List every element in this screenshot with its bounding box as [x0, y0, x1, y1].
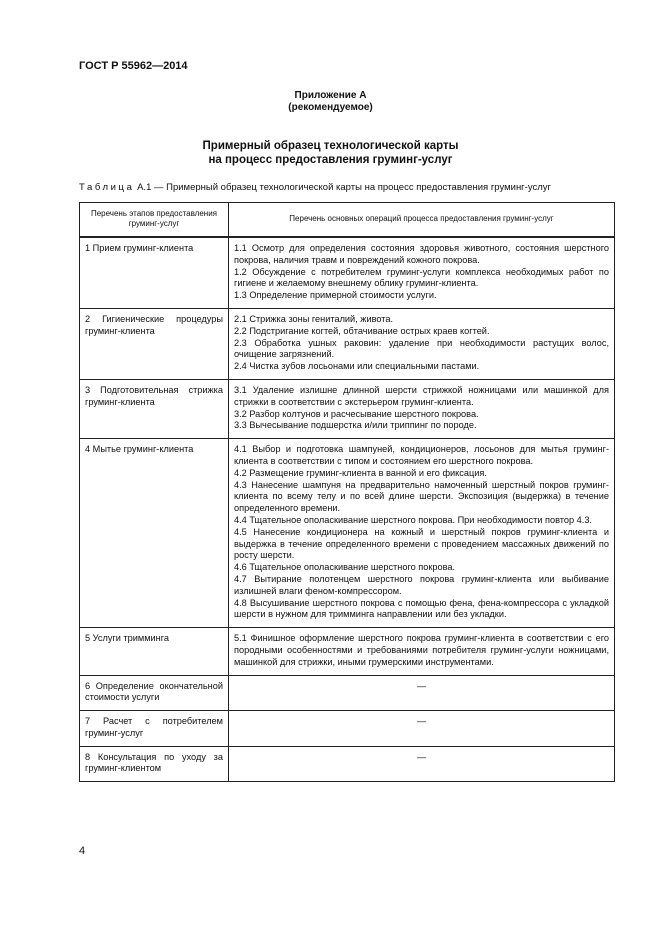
column-header-operations: Перечень основных операций процесса предоставления груминг-услуг: [229, 203, 615, 238]
stage-cell: 8 Консультация по уходу за груминг-клиентом: [80, 746, 229, 782]
operation-item: 1.3 Определение примерной стоимости услуги.: [234, 290, 437, 301]
operation-item: 4.5 Нанесение кондиционера на кожный и шерстный покров груминг-клиента и выдержка в течение определенного времени с проведением массажных движений по росту шерсти.: [234, 526, 609, 561]
operation-item: 5.1 Финишное оформление шерстного покрова груминг-клиента в соответствии с его породными особенностями и требованиями потребителя груминг-услуги ножницами, машинкой для стрижки, иными грумерскими инструментами.: [234, 633, 609, 667]
stage-cell: 7 Расчет с потребителем груминг-услуг: [80, 711, 229, 747]
table-row: [80, 711, 615, 747]
operations-cell: [229, 237, 615, 308]
operations-cell: [229, 379, 615, 438]
operation-item: 3.3 Вычесывание подшерстка и/или триппинг по породе.: [234, 420, 477, 431]
operation-item: 4.4 Тщательное ополаскивание шерстного покрова. При необходимости повтор 4.3.: [234, 514, 592, 525]
operation-item: 4.1 Выбор и подготовка шампуней, кондиционеров, лосьонов для мытья груминг-клиента в соответствии с типом и состоянием его шерстного покрова.: [234, 444, 609, 466]
operation-item: 4.2 Размещение груминг-клиента в ванной и его фиксация.: [234, 467, 487, 478]
table-row: [80, 308, 615, 379]
document-title: [0, 139, 661, 167]
caption-text: А.1 — Примерный образец технологической карты на процесс предоставления груминг-услуг: [134, 182, 551, 193]
operation-item: 1.2 Обсуждение с потребителем груминг-услуги комплекса необходимых работ по гигиене и желаемому внешнему облику груминг-клиента.: [234, 266, 609, 289]
title-line-1: Примерный образец технологической карты: [202, 140, 459, 152]
operation-item: 2.2 Подстригание когтей, обтачивание острых краев когтей.: [234, 325, 490, 336]
operations-cell: [229, 308, 615, 379]
stage-cell: 5 Услуги тримминга: [80, 628, 229, 675]
document-header: ГОСТ Р 55962—2014: [79, 60, 188, 72]
table-row: [80, 628, 615, 675]
technology-card-table: [79, 202, 615, 782]
operation-item: 2.1 Стрижка зоны гениталий, живота.: [234, 313, 394, 324]
operation-item: 4.8 Высушивание шерстного покрова с помощью фена, фена-компрессора с укладкой шерсти в нужном для тримминга направлении или без укладки.: [234, 597, 609, 620]
table-row: [80, 379, 615, 438]
operation-item: 3.2 Разбор колтунов и расчесывание шерстного покрова.: [234, 408, 479, 419]
operation-item: 4.6 Тщательное ополаскивание шерстного покрова.: [234, 562, 456, 573]
operations-cell-empty: —: [229, 675, 615, 711]
stage-cell: 2 Гигиенические процедуры груминг-клиента: [80, 308, 229, 379]
operations-cell: [229, 439, 615, 628]
operations-cell-empty: —: [229, 711, 615, 747]
table-row: [80, 439, 615, 628]
table-header-row: [80, 203, 615, 238]
table-row: [80, 237, 615, 308]
stage-cell: 1 Прием груминг-клиента: [80, 237, 229, 308]
appendix-title: Приложение А: [294, 90, 367, 101]
column-header-stages: Перечень этапов предоставления груминг-услуг: [80, 203, 229, 238]
operation-item: 4.7 Вытирание полотенцем шерстного покрова груминг-клиента или выбивание излишней влаги феном-компрессором.: [234, 573, 609, 596]
table-row: [80, 746, 615, 782]
stage-cell: 3 Подготовительная стрижка груминг-клиента: [80, 379, 229, 438]
appendix-note: (рекомендуемое): [288, 102, 373, 113]
operations-cell: [229, 628, 615, 675]
table-caption: [79, 182, 551, 193]
operation-item: 2.3 Обработка ушных раковин: удаление при необходимости растущих волос, очищение загрязнений.: [234, 337, 609, 360]
stage-cell: 6 Определение окончательной стоимости услуги: [80, 675, 229, 711]
caption-label: Таблица: [79, 182, 135, 193]
operation-item: 3.1 Удаление излишне длинной шерсти стрижкой ножницами или машинкой для стрижки в соответствии с экстерьером груминг-клиента.: [234, 384, 609, 407]
title-line-2: на процесс предоставления груминг-услуг: [208, 154, 453, 166]
stage-cell: 4 Мытье груминг-клиента: [80, 439, 229, 628]
operation-item: 2.4 Чистка зубов лосьонами или специальными пастами.: [234, 361, 480, 372]
appendix-heading: [0, 90, 661, 114]
page-number: 4: [79, 845, 86, 857]
operation-item: 4.3 Нанесение шампуня на предварительно намоченный шерстный покров груминг-клиента по всему телу и по всей длине шерсти. Экспозиция (выдержка) в течение определенного времени.: [234, 479, 609, 514]
table-row: [80, 675, 615, 711]
operations-cell-empty: —: [229, 746, 615, 782]
operation-item: 1.1 Осмотр для определения состояния здоровья животного, состояния шерстного покрова, наличия травм и повреждений кожного покрова.: [234, 243, 609, 265]
